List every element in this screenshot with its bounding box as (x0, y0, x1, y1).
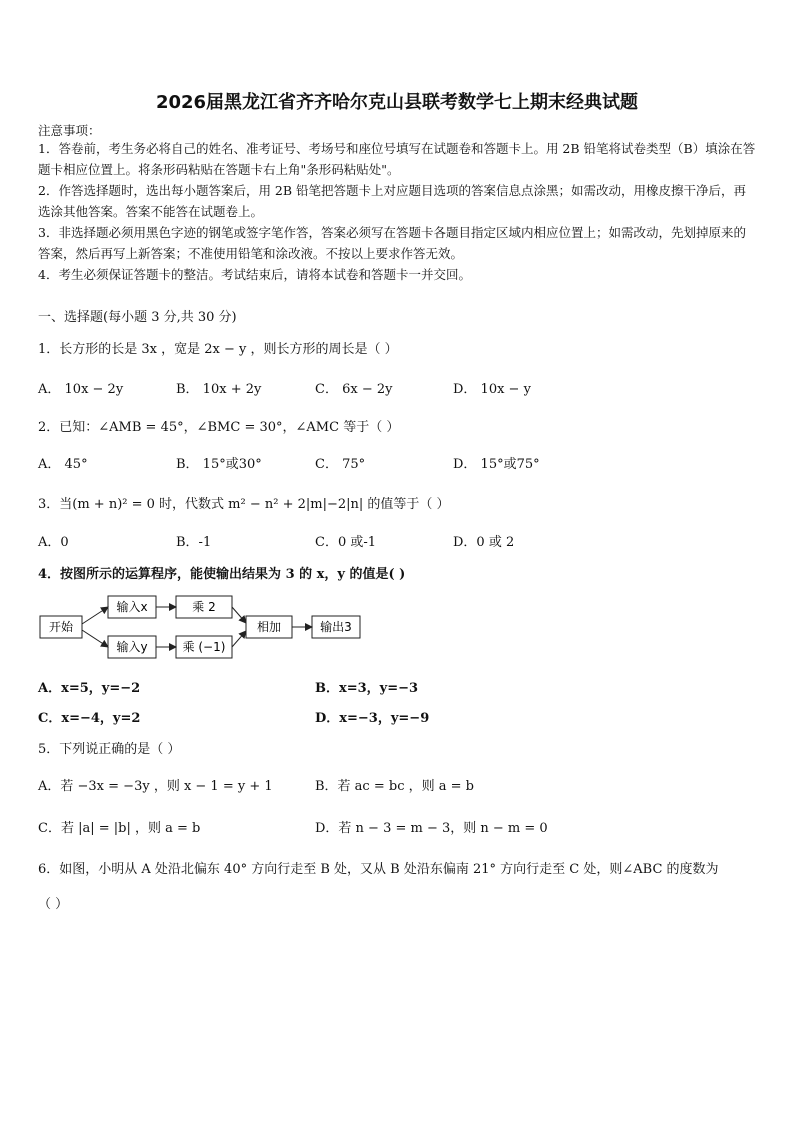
question-1-stem: 1．长方形的长是 3x ，宽是 2x − y ，则长方形的周长是（ ） (38, 342, 398, 357)
notice-heading: 注意事项： (38, 123, 101, 138)
q1-option-d: D． 10x − y (453, 382, 531, 397)
q4-option-b: B．x=3，y=−3 (315, 681, 419, 696)
question-5-stem: 5．下列说正确的是（ ） (38, 742, 181, 757)
q3-option-c: C．0 或-1 (315, 535, 377, 550)
q1-option-a: A． 10x − 2y (38, 382, 124, 397)
notice-item-2: 2．作答选择题时，选出每小题答案后，用 2B 铅笔把答题卡上对应题目选项的答案信息点涂黑；如需改动，用橡皮擦干净后，再选涂其他答案。答案不能答在试题卷上。 (38, 183, 747, 219)
notice-item-4: 4．考生必须保证答题卡的整洁。考试结束后，请将本试卷和答题卡一并交回。 (38, 267, 471, 282)
flow-input-x-box (108, 596, 156, 618)
q4-option-d: D．x=−3，y=−9 (315, 711, 430, 726)
flow-arrow (232, 607, 246, 623)
page-title: 2026届黑龙江省齐齐哈尔克山县联考数学七上期末经典试题 (155, 92, 639, 113)
flow-mul2-label: 乘 2 (192, 600, 216, 614)
question-6-paren: （ ） (38, 897, 69, 912)
flow-start-label: 开始 (48, 620, 74, 634)
q2-option-d: D． 15°或75° (453, 457, 540, 472)
q5-option-d: D．若 n − 3 = m − 3，则 n − m = 0 (315, 821, 548, 836)
flow-input-y-box (108, 636, 156, 658)
flow-arrow (82, 630, 108, 647)
q4-option-a: A．x=5，y=−2 (38, 681, 141, 696)
flow-add-label: 相加 (256, 620, 282, 634)
q5-option-b: B．若 ac = bc ，则 a = b (315, 779, 474, 794)
q2-option-b: B． 15°或30° (176, 457, 262, 472)
question-4-stem: 4．按图所示的运算程序，能使输出结果为 3 的 x，y 的值是( ) (38, 567, 406, 582)
flow-output-box (312, 616, 360, 638)
flow-mul2-box (176, 596, 232, 618)
flow-output-label: 输出3 (320, 620, 352, 634)
q2-option-a: A． 45° (38, 457, 88, 472)
flow-input-x-label: 输入x (116, 600, 148, 614)
flow-mul-neg1-label: 乘 (−1) (182, 640, 226, 654)
q2-option-c: C． 75° (315, 457, 366, 472)
flow-start-box (40, 616, 82, 638)
flow-add-box (246, 616, 292, 638)
q1-option-b: B． 10x + 2y (176, 382, 262, 397)
flow-arrow (82, 607, 108, 624)
q3-option-a: A．0 (38, 535, 69, 550)
notice-item-1: 1．答卷前，考生务必将自己的姓名、准考证号、考场号和座位号填写在试题卷和答题卡上。用 2B 铅笔将试卷类型（B）填涂在答题卡相应位置上。将条形码粘贴在答题卡右上角"条形码粘贴处"。 (38, 141, 756, 177)
question-6-stem: 6．如图，小明从 A 处沿北偏东 40° 方向行走至 B 处，又从 B 处沿东偏南 21° 方向行走至 C 处，则∠ABC 的度数为 (38, 862, 719, 877)
q3-option-d: D．0 或 2 (453, 535, 515, 550)
question-2-stem: 2．已知：∠AMB = 45°，∠BMC = 30°，∠AMC 等于（ ） (38, 420, 400, 435)
q3-option-b: B．-1 (176, 535, 212, 550)
flow-input-y-label: 输入y (116, 640, 148, 654)
q5-option-a: A．若 −3x = −3y ，则 x − 1 = y + 1 (38, 779, 273, 794)
q1-option-c: C． 6x − 2y (315, 382, 393, 397)
flowchart (36, 592, 376, 662)
flow-arrow (232, 631, 246, 647)
q5-option-c: C．若 |a| = |b| ，则 a = b (38, 821, 201, 836)
question-3-stem: 3．当(m + n)² = 0 时，代数式 m² − n² + 2|m|−2|n| 的值等于（ ） (38, 497, 450, 512)
flow-mul-neg1-box (176, 636, 232, 658)
section-heading: 一、选择题(每小题 3 分,共 30 分) (38, 310, 237, 325)
notice-item-3: 3．非选择题必须用黑色字迹的钢笔或签字笔作答，答案必须写在答题卡各题目指定区域内相应位置上；如需改动，先划掉原来的答案，然后再写上新答案；不准使用铅笔和涂改液。不按以上要求作答无效。 (38, 225, 746, 261)
q4-option-c: C．x=−4，y=2 (38, 711, 141, 726)
